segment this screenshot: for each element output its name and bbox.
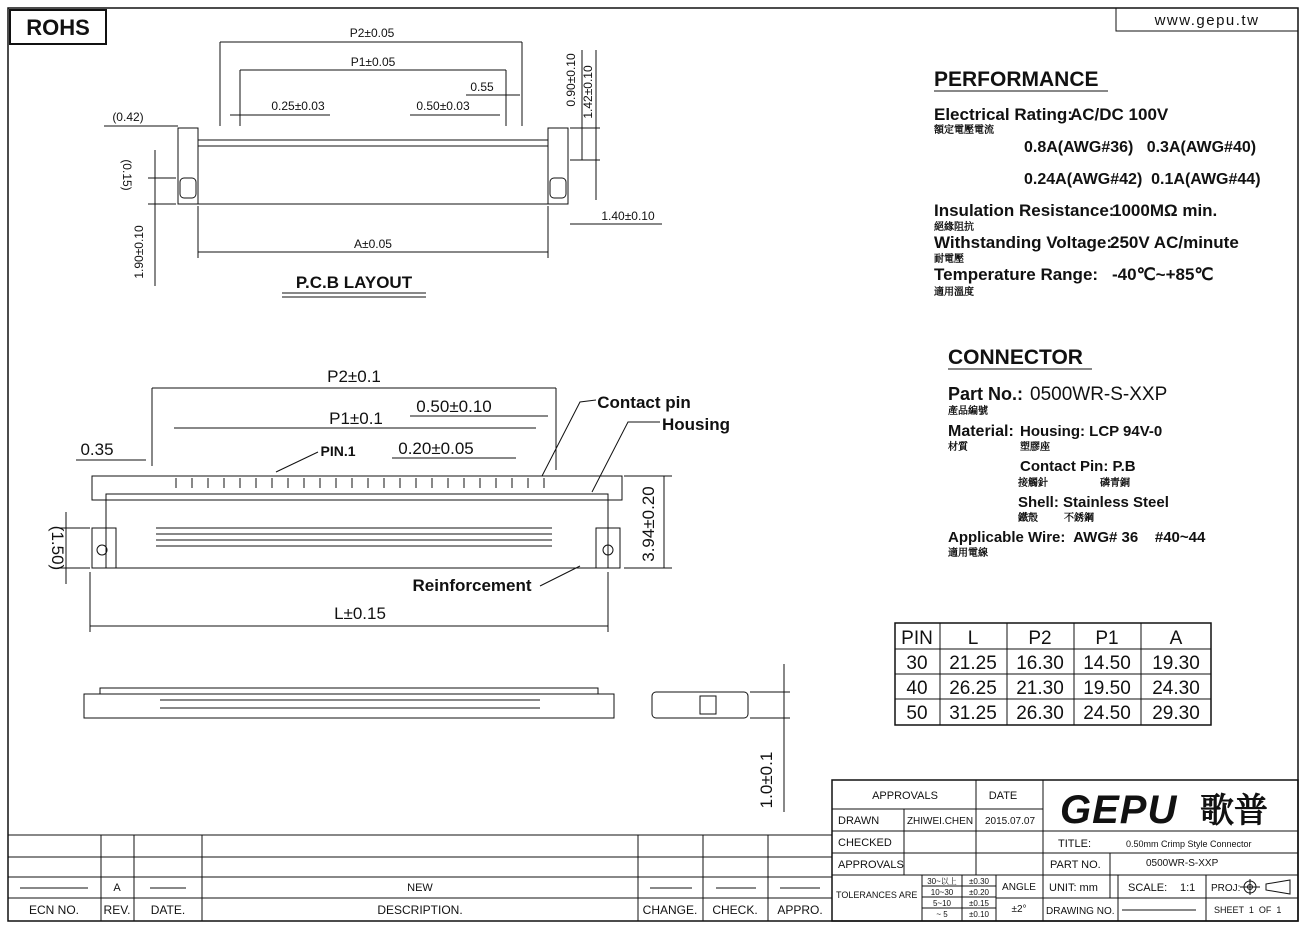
wire-cn: 適用電線 [948, 548, 988, 559]
rating-cn: 額定電壓電流 [934, 125, 994, 136]
tolerance-range: 30~以上 [927, 877, 957, 886]
tolerance-value: ±0.30 [969, 877, 989, 886]
material-cn: 材質 [948, 442, 968, 453]
date-header: DATE [988, 790, 1018, 802]
dim-table-cell: 14.50 [1083, 653, 1131, 674]
dim-table-cell: 50 [906, 703, 928, 724]
part-label: Part No.: [948, 384, 1024, 404]
housing-cn: 塑膠座 [1020, 442, 1050, 453]
pcb-p2-dim: P2±0.05 [349, 26, 395, 40]
pcb-015-dim: (0.15) [120, 159, 134, 191]
pcb-055-dim: 0.55 [470, 80, 494, 94]
dim-table-cell: 21.25 [949, 653, 997, 674]
side-10-dim: 1.0±0.1 [757, 751, 776, 809]
gepu-logo-cn: 歌普 [1200, 792, 1268, 830]
tolerances-label: TOLERANCES ARE [836, 890, 918, 900]
drawn-name: ZHIWEI.CHEN [906, 816, 974, 827]
dim-table-cell: 29.30 [1152, 703, 1200, 724]
part-cn: 產品編號 [948, 406, 988, 417]
insulation-value: 1000MΩ min. [1112, 201, 1218, 220]
proj-label: PROJ: [1211, 883, 1241, 894]
dim-table-header: P1 [1095, 628, 1119, 649]
connector-side-view [652, 664, 790, 812]
drawn-label: DRAWN [838, 815, 880, 827]
pcb-p1-dim: P1±0.05 [350, 55, 396, 69]
dim-table-header: L [967, 628, 979, 649]
dim-table-cell: 31.25 [949, 703, 997, 724]
revision-block [8, 835, 832, 921]
reinforcement-label: Reinforcement [412, 576, 532, 595]
unit-label: UNIT: mm [1049, 882, 1098, 894]
revision-col-label: DATE. [150, 903, 186, 917]
pcb-042-dim: (0.42) [112, 110, 144, 124]
front-050-dim: 0.50±0.10 [416, 397, 492, 416]
rating-value: AC/DC 100V [1070, 105, 1169, 124]
angle-label: ANGLE [1002, 882, 1036, 893]
contact-spec: Contact Pin: P.B [1020, 458, 1136, 475]
sheet-label: SHEET 1 OF 1 [1214, 905, 1282, 915]
dim-table-cell: 24.50 [1083, 703, 1131, 724]
pcb-090-dim: 0.90±0.10 [564, 53, 578, 107]
tolerance-range: ~ 5 [936, 910, 948, 919]
pcb-190-dim: 1.90±0.10 [132, 225, 146, 279]
rating-line-1: 0.8A(AWG#36) 0.3A(AWG#40) [1024, 139, 1257, 156]
drawing-no-label: DRAWING NO. [1046, 906, 1115, 917]
connector-bottom-view [84, 688, 614, 718]
dim-table-cell: 26.25 [949, 678, 997, 699]
rating-line-2: 0.24A(AWG#42) 0.1A(AWG#44) [1024, 171, 1261, 188]
rating-label: Electrical Rating: [934, 105, 1073, 124]
dim-table-cell: 19.30 [1152, 653, 1200, 674]
dimension-table [895, 623, 1211, 725]
pcb-layout-title: P.C.B LAYOUT [295, 273, 413, 292]
connector-title: CONNECTOR [948, 346, 1083, 369]
front-l-dim: L±0.15 [334, 604, 386, 623]
connector-front-view [48, 367, 730, 632]
front-p2-dim: P2±0.1 [327, 367, 381, 386]
revision-col-label: CHANGE. [642, 903, 698, 917]
dim-table-header: A [1169, 628, 1183, 649]
dim-table-cell: 30 [906, 653, 928, 674]
contact-pin-label: Contact pin [597, 393, 691, 412]
part-no-value: 0500WR-S-XXP [1146, 858, 1219, 869]
insulation-cn: 絕緣阻抗 [934, 222, 974, 233]
approvals-label: APPROVALS [838, 859, 904, 871]
tolerance-value: ±0.10 [969, 910, 989, 919]
pcb-142-dim: 1.42±0.10 [581, 65, 595, 119]
checked-label: CHECKED [838, 837, 892, 849]
website: www.gepu.tw [1154, 12, 1260, 29]
front-150-dim: (1.50) [48, 525, 67, 571]
housing-spec: Housing: LCP 94V-0 [1020, 423, 1163, 440]
withstanding-cn: 耐電壓 [934, 254, 964, 265]
tolerance-range: 5~10 [932, 899, 952, 908]
pin1-label: PIN.1 [320, 443, 356, 459]
pcb-050-dim: 0.50±0.03 [416, 99, 470, 113]
revision-col-label: CHECK. [712, 903, 758, 917]
front-pins [176, 478, 544, 488]
dim-table-cell: 24.30 [1152, 678, 1200, 699]
front-p1-dim: P1±0.1 [329, 409, 383, 428]
tolerance-range: 10~30 [930, 888, 954, 897]
shell-cn: 鐵殼 [1018, 513, 1038, 524]
angle-value: ±2° [1011, 904, 1027, 915]
title-block [832, 780, 1298, 921]
front-020-dim: 0.20±0.05 [398, 439, 474, 458]
temp-cn: 適用溫度 [934, 287, 974, 298]
performance-section [933, 68, 1261, 298]
scale-label: SCALE: [1128, 882, 1168, 894]
connector-spec-section [948, 346, 1206, 559]
rohs-label: ROHS [26, 15, 90, 40]
shell-spec: Shell: Stainless Steel [1018, 494, 1169, 511]
performance-title: PERFORMANCE [934, 68, 1099, 91]
pcb-layout-view [104, 26, 662, 297]
gepu-logo: GEPU [1060, 788, 1178, 832]
front-394-dim: 3.94±0.20 [639, 486, 658, 562]
pcb-025-dim: 0.25±0.03 [271, 99, 325, 113]
dim-table-cell: 19.50 [1083, 678, 1131, 699]
dim-table-header: P2 [1028, 628, 1052, 649]
housing-label: Housing [662, 415, 730, 434]
tolerance-value: ±0.20 [969, 888, 989, 897]
dim-table-cell: 16.30 [1016, 653, 1064, 674]
revision-col-label: APPRO. [777, 903, 823, 917]
revision-row-value: NEW [407, 882, 433, 894]
material-label: Material: [948, 423, 1014, 440]
front-035-dim: 0.35 [80, 440, 114, 459]
temp-label: Temperature Range: [934, 265, 1099, 284]
revision-col-label: REV. [103, 903, 131, 917]
revision-col-label: DESCRIPTION. [377, 903, 463, 917]
title-value: 0.50mm Crimp Style Connector [1126, 839, 1252, 849]
revision-row-value: A [113, 882, 121, 894]
tolerance-value: ±0.15 [969, 899, 989, 908]
part-value: 0500WR-S-XXP [1030, 384, 1168, 405]
dim-table-header: PIN [901, 628, 933, 649]
part-no-label: PART NO. [1050, 859, 1101, 871]
shell-cn-2: 不銹鋼 [1064, 513, 1094, 524]
projection-symbol-icon [1240, 879, 1290, 895]
pcb-140-dim: 1.40±0.10 [601, 209, 655, 223]
wire-spec: Applicable Wire: AWG# 36 #40~44 [948, 529, 1206, 546]
drawn-date: 2015.07.07 [984, 816, 1036, 827]
scale-value: 1:1 [1180, 882, 1196, 894]
dim-table-cell: 40 [906, 678, 928, 699]
dim-table-cell: 26.30 [1016, 703, 1064, 724]
temp-value: -40℃~+85℃ [1112, 265, 1214, 284]
withstanding-value: 250V AC/minute [1110, 233, 1239, 252]
dim-table-cell: 21.30 [1016, 678, 1064, 699]
revision-col-label: ECN NO. [28, 903, 80, 917]
withstanding-label: Withstanding Voltage: [934, 233, 1113, 252]
approvals-header: APPROVALS [872, 790, 938, 802]
insulation-label: Insulation Resistance: [934, 201, 1115, 220]
title-label: TITLE: [1058, 838, 1092, 850]
contact-cn-2: 磷青銅 [1100, 478, 1130, 489]
pcb-a-dim: A±0.05 [354, 237, 392, 251]
contact-cn: 接觸針 [1018, 478, 1048, 489]
